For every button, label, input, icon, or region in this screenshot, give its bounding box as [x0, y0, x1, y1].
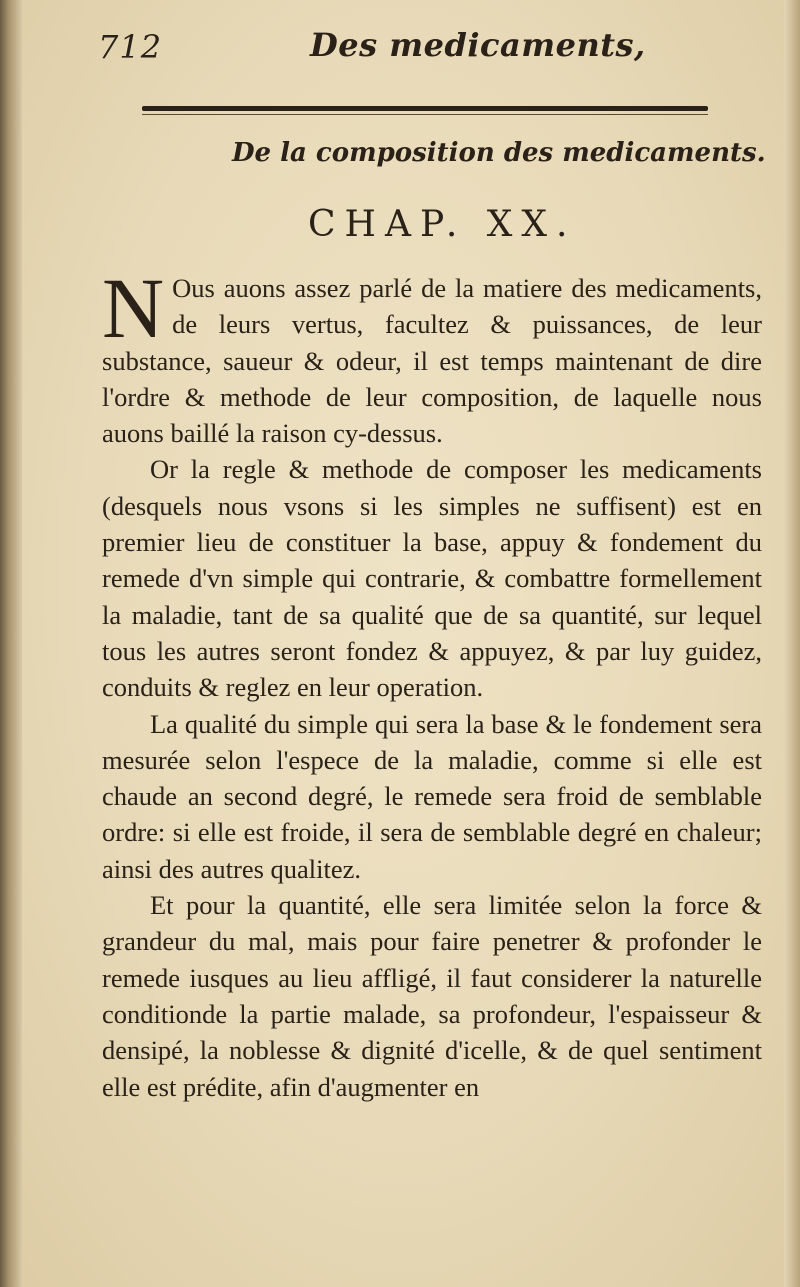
page-edge — [784, 0, 800, 1287]
running-title: Des medicaments, — [310, 26, 646, 64]
paragraph-4: Et pour la quantité, elle sera limitée selon la force & grandeur du mal, mais pour faire penetrer & profonder le remede iusques au lieu affligé, il faut considerer la naturelle conditionde la partie malade, sa profondeur, l'espaisseur & densipé, la noblesse & dignité d'icelle, & de quel sentiment elle est prédite, afin d'augmenter en — [102, 890, 762, 1102]
binding-edge — [0, 0, 22, 1287]
paragraph-1-text: Ous auons assez parlé de la matiere des medicaments, de leurs vertus, facultez & puissances, de leur substance, saueur & odeur, il est temps maintenant de dire l'ordre & methode de leur composition, de laquelle nous auons baillé la raison cy-dessus. — [102, 273, 762, 449]
body-text — [102, 260, 762, 1105]
paragraph-1 — [102, 260, 762, 451]
chapter-heading: CHAP. XX. — [308, 204, 577, 245]
paragraph-3: La qualité du simple qui sera la base & le fondement sera mesurée selon l'espece de la maladie, comme si elle est chaude an second degré, le remede sera froid de semblable ordre: si elle est froide, il sera de semblable degré en chaleur; ainsi des autres qualitez. — [102, 708, 762, 884]
section-title: De la composition des medicaments. — [232, 138, 766, 168]
header-rule — [142, 106, 708, 111]
page-number: 712 — [98, 28, 163, 66]
header-rule-thin — [142, 114, 708, 115]
drop-cap: N — [102, 260, 165, 356]
paragraph-2: Or la regle & methode de composer les medicaments (desquels nous vsons si les simples ne suffisent) est en premier lieu de constituer la base, appuy & fondement du remede d'vn simple qui contrarie, & combattre formellement la maladie, tant de sa qualité que de sa quantité, sur lequel tous les autres seront fondez & appuyez, & par luy guidez, conduits & reglez en leur operation. — [102, 454, 762, 703]
